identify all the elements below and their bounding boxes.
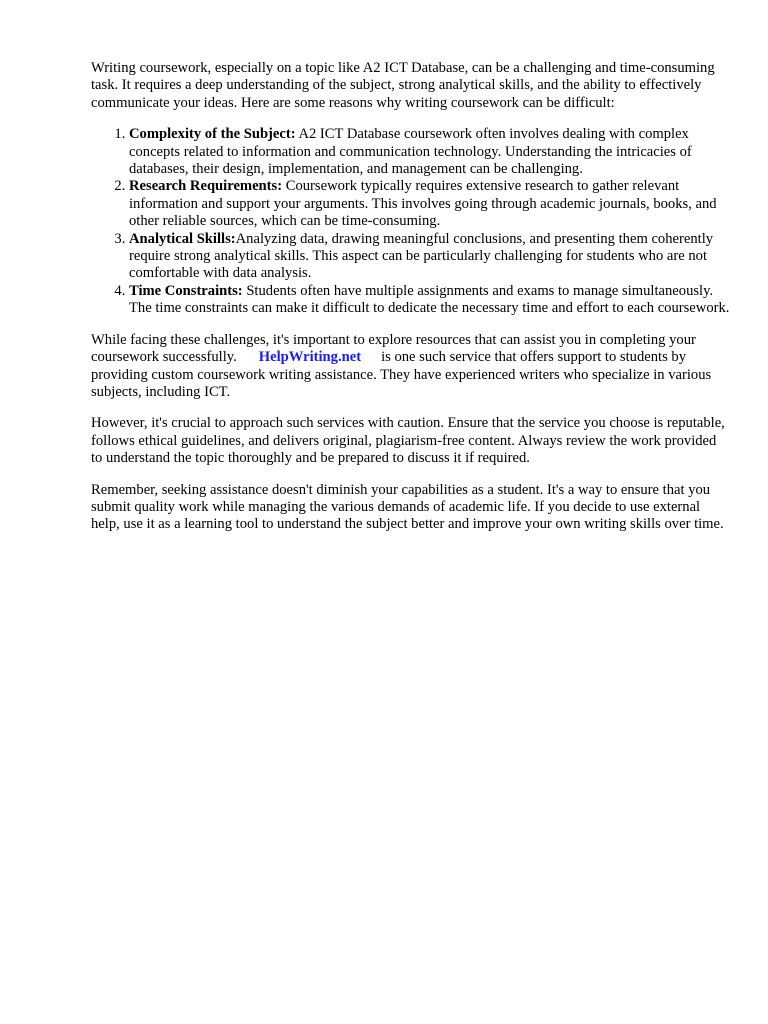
closing-paragraph: Remember, seeking assistance doesn't diminish your capabilities as a student. It's a way to ensure that you submit quality work while managing the various demands of academic life. If you decide to use external help, use it as a learning tool to understand the subject better and improve your own writing skills over time. — [91, 481, 724, 533]
resources-paragraph — [91, 332, 731, 402]
reason-text: Coursework typically requires extensive research to gather relevant information and support your arguments. This involves going through academic journals, books, and other reliable sources, which can be time-consuming. — [129, 178, 717, 230]
reason-term: Research Requirements: — [129, 178, 283, 195]
reason-term: Analytical Skills: — [129, 230, 236, 247]
list-item-time — [129, 283, 731, 318]
caution-paragraph: However, it's crucial to approach such services with caution. Ensure that the service you choose is reputable, follows ethical guidelines, and delivers original, plagiarism-free content. Always review the work provided to understand the topic thoroughly and be prepared to discuss it if required. — [91, 415, 725, 467]
reason-text: A2 ICT Database coursework often involves dealing with complex concepts related to information and communication technology. Understanding the intricacies of databases, their design, implementation, and management can be challenging. — [129, 126, 692, 178]
resources-text-after: is one such service that offers support to students by providing custom coursework writing assistance. They have experienced writers who specialize in various subjects, including ICT. — [91, 349, 712, 400]
resources-text-before: While facing these challenges, it's important to explore resources that can assist you in completing your coursework successfully. — [91, 331, 696, 366]
reason-term: Complexity of the Subject: — [129, 126, 296, 143]
intro-paragraph: Writing coursework, especially on a topic like A2 ICT Database, can be a challenging and time-consuming task. It requires a deep understanding of the subject, strong analytical skills, and the ability to effectively communicate your ideas. Here are some reasons why writing coursework can be difficult: — [91, 60, 715, 111]
list-item-analytical — [129, 231, 731, 283]
reasons-list — [91, 126, 731, 317]
list-item-complexity — [129, 126, 731, 178]
reason-text: Analyzing data, drawing meaningful conclusions, and presenting them coherently require strong analytical skills. This aspect can be particularly challenging for students who are not comfortable with data analysis. — [129, 230, 714, 282]
reason-text: Students often have multiple assignments and exams to manage simultaneously. The time constraints can make it difficult to dedicate the necessary time and effort to each coursework. — [129, 282, 730, 317]
reason-term: Time Constraints: — [129, 282, 243, 299]
document-page — [91, 60, 731, 548]
list-item-research — [129, 178, 731, 230]
helpwriting-link[interactable]: HelpWriting.net — [258, 349, 362, 366]
